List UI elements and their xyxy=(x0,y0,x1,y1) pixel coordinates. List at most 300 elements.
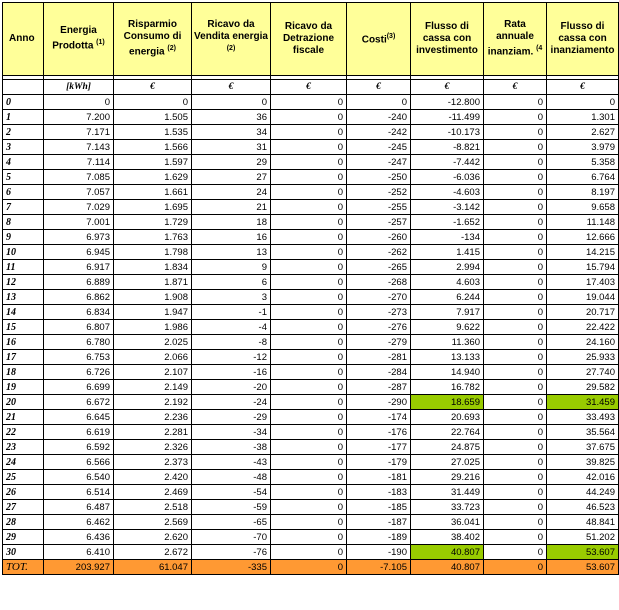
col-header-ricavo-vendita[interactable]: Ricavo da Vendita energia $^{(2)}$ xyxy=(192,3,271,76)
value-cell[interactable]: -255 xyxy=(347,200,411,215)
year-cell[interactable]: 20 xyxy=(3,395,44,410)
value-cell[interactable]: 0 xyxy=(271,200,347,215)
value-cell[interactable]: 36.041 xyxy=(411,515,484,530)
value-cell[interactable]: -245 xyxy=(347,140,411,155)
value-cell[interactable]: 29 xyxy=(192,155,271,170)
value-cell[interactable]: 0 xyxy=(484,110,547,125)
unit-cell[interactable]: € xyxy=(547,80,619,95)
col-header-flusso-investimento[interactable]: Flusso di cassa con investimento xyxy=(411,3,484,76)
value-cell[interactable]: 21 xyxy=(192,200,271,215)
value-cell[interactable]: 2.627 xyxy=(547,125,619,140)
value-cell[interactable]: -273 xyxy=(347,305,411,320)
value-cell[interactable]: 14.215 xyxy=(547,245,619,260)
year-cell[interactable]: 23 xyxy=(3,440,44,455)
value-cell[interactable]: 16 xyxy=(192,230,271,245)
col-header-rata-annuale[interactable]: Rata annuale inanziam. $^{(4}$ xyxy=(484,3,547,76)
value-cell[interactable]: 29.216 xyxy=(411,470,484,485)
value-cell[interactable]: 7.917 xyxy=(411,305,484,320)
value-cell[interactable]: 0 xyxy=(271,125,347,140)
year-cell[interactable]: 1 xyxy=(3,110,44,125)
value-cell[interactable]: 6.566 xyxy=(44,455,114,470)
value-cell[interactable]: 1.695 xyxy=(114,200,192,215)
value-cell[interactable]: 6.699 xyxy=(44,380,114,395)
value-cell[interactable]: 0 xyxy=(271,170,347,185)
value-cell[interactable]: 0 xyxy=(271,335,347,350)
value-cell[interactable]: 13 xyxy=(192,245,271,260)
value-cell[interactable]: 22.422 xyxy=(547,320,619,335)
value-cell[interactable]: 0 xyxy=(271,275,347,290)
value-cell[interactable]: 1.947 xyxy=(114,305,192,320)
value-cell[interactable]: 1.908 xyxy=(114,290,192,305)
value-cell[interactable]: 0 xyxy=(484,455,547,470)
value-cell[interactable]: 0 xyxy=(271,95,347,110)
value-cell[interactable]: 0 xyxy=(271,470,347,485)
value-cell[interactable]: 6.514 xyxy=(44,485,114,500)
value-cell[interactable]: 2.373 xyxy=(114,455,192,470)
value-cell[interactable]: 1.535 xyxy=(114,125,192,140)
value-cell[interactable]: 6.945 xyxy=(44,245,114,260)
value-cell[interactable]: -12 xyxy=(192,350,271,365)
value-cell[interactable]: -1 xyxy=(192,305,271,320)
value-cell[interactable]: 0 xyxy=(271,485,347,500)
year-cell[interactable]: 7 xyxy=(3,200,44,215)
value-cell[interactable]: 2.620 xyxy=(114,530,192,545)
value-cell[interactable]: 203.927 xyxy=(44,560,114,575)
value-cell[interactable]: 11.360 xyxy=(411,335,484,350)
value-cell[interactable]: 7.057 xyxy=(44,185,114,200)
value-cell[interactable]: 2.107 xyxy=(114,365,192,380)
value-cell[interactable]: 6.780 xyxy=(44,335,114,350)
year-cell[interactable]: 17 xyxy=(3,350,44,365)
value-cell[interactable]: 7.143 xyxy=(44,140,114,155)
value-cell[interactable]: -250 xyxy=(347,170,411,185)
value-cell[interactable]: 0 xyxy=(271,230,347,245)
value-cell[interactable]: 12.666 xyxy=(547,230,619,245)
value-cell[interactable]: -48 xyxy=(192,470,271,485)
unit-cell[interactable]: € xyxy=(411,80,484,95)
value-cell[interactable]: -1.652 xyxy=(411,215,484,230)
value-cell[interactable]: 6.834 xyxy=(44,305,114,320)
value-cell[interactable]: 0 xyxy=(484,425,547,440)
value-cell[interactable]: -262 xyxy=(347,245,411,260)
value-cell[interactable]: 24.160 xyxy=(547,335,619,350)
value-cell[interactable]: 2.326 xyxy=(114,440,192,455)
year-cell[interactable]: 29 xyxy=(3,530,44,545)
value-cell[interactable]: 0 xyxy=(271,515,347,530)
value-cell[interactable]: 24.875 xyxy=(411,440,484,455)
value-cell[interactable]: -177 xyxy=(347,440,411,455)
value-cell[interactable]: 0 xyxy=(114,95,192,110)
value-cell[interactable]: -65 xyxy=(192,515,271,530)
value-cell[interactable]: 1.763 xyxy=(114,230,192,245)
value-cell[interactable]: -260 xyxy=(347,230,411,245)
value-cell[interactable]: -34 xyxy=(192,425,271,440)
value-cell[interactable]: 4.603 xyxy=(411,275,484,290)
year-cell[interactable]: TOT. xyxy=(3,560,44,575)
value-cell[interactable]: -279 xyxy=(347,335,411,350)
value-cell[interactable]: 0 xyxy=(271,440,347,455)
col-header-risparmio-consumo[interactable]: Risparmio Consumo di energia $^{(2)}$ xyxy=(114,3,192,76)
value-cell[interactable]: 25.933 xyxy=(547,350,619,365)
year-cell[interactable]: 26 xyxy=(3,485,44,500)
value-cell[interactable]: 0 xyxy=(484,380,547,395)
value-cell[interactable]: 0 xyxy=(484,530,547,545)
value-cell[interactable]: -16 xyxy=(192,365,271,380)
value-cell[interactable]: -7.442 xyxy=(411,155,484,170)
year-cell[interactable]: 15 xyxy=(3,320,44,335)
year-cell[interactable]: 9 xyxy=(3,230,44,245)
value-cell[interactable]: 1.834 xyxy=(114,260,192,275)
value-cell[interactable]: 0 xyxy=(484,395,547,410)
value-cell[interactable]: 11.148 xyxy=(547,215,619,230)
value-cell[interactable]: 0 xyxy=(271,350,347,365)
value-cell[interactable]: 53.607 xyxy=(547,545,619,560)
value-cell[interactable]: -59 xyxy=(192,500,271,515)
value-cell[interactable]: 2.518 xyxy=(114,500,192,515)
value-cell[interactable]: 40.807 xyxy=(411,560,484,575)
value-cell[interactable]: 0 xyxy=(271,290,347,305)
value-cell[interactable]: 17.403 xyxy=(547,275,619,290)
unit-cell[interactable]: [kWh] xyxy=(44,80,114,95)
value-cell[interactable]: 0 xyxy=(484,560,547,575)
value-cell[interactable]: 0 xyxy=(484,185,547,200)
value-cell[interactable]: 0 xyxy=(484,470,547,485)
value-cell[interactable]: 18.659 xyxy=(411,395,484,410)
value-cell[interactable]: -4 xyxy=(192,320,271,335)
value-cell[interactable]: -179 xyxy=(347,455,411,470)
year-cell[interactable]: 10 xyxy=(3,245,44,260)
value-cell[interactable]: 38.402 xyxy=(411,530,484,545)
year-cell[interactable]: 8 xyxy=(3,215,44,230)
value-cell[interactable]: 19.044 xyxy=(547,290,619,305)
year-cell[interactable]: 21 xyxy=(3,410,44,425)
col-header-costi[interactable]: Costi$^{(3)}$ xyxy=(347,3,411,76)
value-cell[interactable]: -134 xyxy=(411,230,484,245)
value-cell[interactable]: 22.764 xyxy=(411,425,484,440)
value-cell[interactable]: -11.499 xyxy=(411,110,484,125)
value-cell[interactable]: -181 xyxy=(347,470,411,485)
value-cell[interactable]: 6.726 xyxy=(44,365,114,380)
value-cell[interactable]: 6.540 xyxy=(44,470,114,485)
value-cell[interactable]: -38 xyxy=(192,440,271,455)
value-cell[interactable]: 6.917 xyxy=(44,260,114,275)
value-cell[interactable]: 0 xyxy=(484,350,547,365)
value-cell[interactable]: 0 xyxy=(44,95,114,110)
value-cell[interactable]: 1.415 xyxy=(411,245,484,260)
value-cell[interactable]: 7.029 xyxy=(44,200,114,215)
col-header-flusso-finanziamento[interactable]: Flusso di cassa con inanziamento xyxy=(547,3,619,76)
value-cell[interactable]: 48.841 xyxy=(547,515,619,530)
value-cell[interactable]: -24 xyxy=(192,395,271,410)
value-cell[interactable]: 0 xyxy=(484,290,547,305)
value-cell[interactable]: 0 xyxy=(271,155,347,170)
value-cell[interactable]: 39.825 xyxy=(547,455,619,470)
year-cell[interactable]: 11 xyxy=(3,260,44,275)
value-cell[interactable]: 0 xyxy=(484,335,547,350)
value-cell[interactable]: 0 xyxy=(347,95,411,110)
year-cell[interactable]: 30 xyxy=(3,545,44,560)
col-header-ricavo-detrazione[interactable]: Ricavo da Detrazione fiscale xyxy=(271,3,347,76)
value-cell[interactable]: 0 xyxy=(484,200,547,215)
value-cell[interactable]: 40.807 xyxy=(411,545,484,560)
value-cell[interactable]: 0 xyxy=(271,305,347,320)
value-cell[interactable]: -242 xyxy=(347,125,411,140)
value-cell[interactable]: -335 xyxy=(192,560,271,575)
value-cell[interactable]: -281 xyxy=(347,350,411,365)
value-cell[interactable]: 0 xyxy=(271,245,347,260)
value-cell[interactable]: -183 xyxy=(347,485,411,500)
value-cell[interactable]: 0 xyxy=(271,185,347,200)
value-cell[interactable]: 24 xyxy=(192,185,271,200)
year-cell[interactable]: 18 xyxy=(3,365,44,380)
value-cell[interactable]: -10.173 xyxy=(411,125,484,140)
value-cell[interactable]: 6.672 xyxy=(44,395,114,410)
value-cell[interactable]: 0 xyxy=(484,305,547,320)
value-cell[interactable]: 2.569 xyxy=(114,515,192,530)
value-cell[interactable]: 0 xyxy=(484,95,547,110)
col-header-anno[interactable]: Anno xyxy=(3,3,44,76)
value-cell[interactable]: 2.066 xyxy=(114,350,192,365)
value-cell[interactable]: 0 xyxy=(484,545,547,560)
value-cell[interactable]: 2.149 xyxy=(114,380,192,395)
value-cell[interactable]: -190 xyxy=(347,545,411,560)
value-cell[interactable]: 7.085 xyxy=(44,170,114,185)
value-cell[interactable]: 53.607 xyxy=(547,560,619,575)
value-cell[interactable]: -265 xyxy=(347,260,411,275)
value-cell[interactable]: 0 xyxy=(484,260,547,275)
value-cell[interactable]: 0 xyxy=(484,485,547,500)
value-cell[interactable]: 0 xyxy=(271,215,347,230)
value-cell[interactable]: 0 xyxy=(271,560,347,575)
value-cell[interactable]: -189 xyxy=(347,530,411,545)
value-cell[interactable]: 0 xyxy=(271,260,347,275)
value-cell[interactable]: 0 xyxy=(271,365,347,380)
value-cell[interactable]: 35.564 xyxy=(547,425,619,440)
value-cell[interactable]: 0 xyxy=(271,455,347,470)
value-cell[interactable]: 0 xyxy=(484,155,547,170)
value-cell[interactable]: 6.462 xyxy=(44,515,114,530)
unit-cell[interactable]: € xyxy=(347,80,411,95)
value-cell[interactable]: 0 xyxy=(484,515,547,530)
value-cell[interactable]: -187 xyxy=(347,515,411,530)
value-cell[interactable]: 0 xyxy=(271,500,347,515)
year-cell[interactable]: 0 xyxy=(3,95,44,110)
year-cell[interactable]: 19 xyxy=(3,380,44,395)
value-cell[interactable]: 6.862 xyxy=(44,290,114,305)
value-cell[interactable]: 0 xyxy=(484,275,547,290)
value-cell[interactable]: 9.622 xyxy=(411,320,484,335)
value-cell[interactable]: 7.114 xyxy=(44,155,114,170)
value-cell[interactable]: 0 xyxy=(271,530,347,545)
value-cell[interactable]: 37.675 xyxy=(547,440,619,455)
value-cell[interactable]: 1.871 xyxy=(114,275,192,290)
value-cell[interactable]: 6.807 xyxy=(44,320,114,335)
value-cell[interactable]: -20 xyxy=(192,380,271,395)
value-cell[interactable]: 6.410 xyxy=(44,545,114,560)
value-cell[interactable]: 13.133 xyxy=(411,350,484,365)
value-cell[interactable]: -43 xyxy=(192,455,271,470)
value-cell[interactable]: 0 xyxy=(271,110,347,125)
value-cell[interactable]: 0 xyxy=(484,140,547,155)
value-cell[interactable]: 31.459 xyxy=(547,395,619,410)
value-cell[interactable]: 0 xyxy=(484,365,547,380)
value-cell[interactable]: 0 xyxy=(484,125,547,140)
value-cell[interactable]: 1.566 xyxy=(114,140,192,155)
year-cell[interactable]: 2 xyxy=(3,125,44,140)
value-cell[interactable]: 0 xyxy=(484,230,547,245)
value-cell[interactable]: 0 xyxy=(484,440,547,455)
value-cell[interactable]: 6.592 xyxy=(44,440,114,455)
value-cell[interactable]: 0 xyxy=(271,380,347,395)
value-cell[interactable]: 0 xyxy=(547,95,619,110)
value-cell[interactable]: 36 xyxy=(192,110,271,125)
value-cell[interactable]: 6.487 xyxy=(44,500,114,515)
value-cell[interactable]: 1.301 xyxy=(547,110,619,125)
year-cell[interactable]: 28 xyxy=(3,515,44,530)
value-cell[interactable]: 1.505 xyxy=(114,110,192,125)
value-cell[interactable]: 33.723 xyxy=(411,500,484,515)
value-cell[interactable]: 31 xyxy=(192,140,271,155)
value-cell[interactable]: -4.603 xyxy=(411,185,484,200)
year-cell[interactable]: 22 xyxy=(3,425,44,440)
value-cell[interactable]: 5.358 xyxy=(547,155,619,170)
value-cell[interactable]: -3.142 xyxy=(411,200,484,215)
value-cell[interactable]: 18 xyxy=(192,215,271,230)
col-header-energia-prodotta[interactable]: Energia Prodotta $^{(1)}$ xyxy=(44,3,114,76)
value-cell[interactable]: 0 xyxy=(271,320,347,335)
value-cell[interactable]: 6.753 xyxy=(44,350,114,365)
value-cell[interactable]: -174 xyxy=(347,410,411,425)
value-cell[interactable]: 20.717 xyxy=(547,305,619,320)
value-cell[interactable]: 3.979 xyxy=(547,140,619,155)
value-cell[interactable]: 6.764 xyxy=(547,170,619,185)
year-cell[interactable]: 13 xyxy=(3,290,44,305)
value-cell[interactable]: 42.016 xyxy=(547,470,619,485)
value-cell[interactable]: -8 xyxy=(192,335,271,350)
unit-cell[interactable] xyxy=(3,80,44,95)
year-cell[interactable]: 6 xyxy=(3,185,44,200)
value-cell[interactable]: -6.036 xyxy=(411,170,484,185)
value-cell[interactable]: -276 xyxy=(347,320,411,335)
value-cell[interactable]: 7.200 xyxy=(44,110,114,125)
value-cell[interactable]: 61.047 xyxy=(114,560,192,575)
value-cell[interactable]: 27 xyxy=(192,170,271,185)
year-cell[interactable]: 3 xyxy=(3,140,44,155)
value-cell[interactable]: 2.025 xyxy=(114,335,192,350)
value-cell[interactable]: 0 xyxy=(484,215,547,230)
year-cell[interactable]: 16 xyxy=(3,335,44,350)
value-cell[interactable]: 20.693 xyxy=(411,410,484,425)
value-cell[interactable]: 2.994 xyxy=(411,260,484,275)
value-cell[interactable]: 6.244 xyxy=(411,290,484,305)
value-cell[interactable]: -54 xyxy=(192,485,271,500)
value-cell[interactable]: 1.798 xyxy=(114,245,192,260)
value-cell[interactable]: 0 xyxy=(484,500,547,515)
value-cell[interactable]: 6.645 xyxy=(44,410,114,425)
value-cell[interactable]: 7.171 xyxy=(44,125,114,140)
unit-cell[interactable]: € xyxy=(114,80,192,95)
value-cell[interactable]: 0 xyxy=(192,95,271,110)
year-cell[interactable]: 14 xyxy=(3,305,44,320)
value-cell[interactable]: -287 xyxy=(347,380,411,395)
value-cell[interactable]: 27.740 xyxy=(547,365,619,380)
year-cell[interactable]: 27 xyxy=(3,500,44,515)
value-cell[interactable]: 6.973 xyxy=(44,230,114,245)
unit-cell[interactable]: € xyxy=(271,80,347,95)
value-cell[interactable]: 51.202 xyxy=(547,530,619,545)
value-cell[interactable]: -284 xyxy=(347,365,411,380)
year-cell[interactable]: 12 xyxy=(3,275,44,290)
value-cell[interactable]: -76 xyxy=(192,545,271,560)
unit-cell[interactable]: € xyxy=(192,80,271,95)
value-cell[interactable]: 1.629 xyxy=(114,170,192,185)
value-cell[interactable]: 0 xyxy=(484,410,547,425)
value-cell[interactable]: -12.800 xyxy=(411,95,484,110)
year-cell[interactable]: 5 xyxy=(3,170,44,185)
value-cell[interactable]: 2.672 xyxy=(114,545,192,560)
value-cell[interactable]: 1.661 xyxy=(114,185,192,200)
value-cell[interactable]: 31.449 xyxy=(411,485,484,500)
value-cell[interactable]: 1.729 xyxy=(114,215,192,230)
value-cell[interactable]: 0 xyxy=(271,545,347,560)
value-cell[interactable]: -176 xyxy=(347,425,411,440)
value-cell[interactable]: 1.986 xyxy=(114,320,192,335)
value-cell[interactable]: 34 xyxy=(192,125,271,140)
value-cell[interactable]: 9 xyxy=(192,260,271,275)
value-cell[interactable]: -270 xyxy=(347,290,411,305)
value-cell[interactable]: -70 xyxy=(192,530,271,545)
value-cell[interactable]: 0 xyxy=(271,425,347,440)
value-cell[interactable]: -268 xyxy=(347,275,411,290)
value-cell[interactable]: 3 xyxy=(192,290,271,305)
value-cell[interactable]: 2.281 xyxy=(114,425,192,440)
value-cell[interactable]: 0 xyxy=(271,395,347,410)
year-cell[interactable]: 24 xyxy=(3,455,44,470)
value-cell[interactable]: 9.658 xyxy=(547,200,619,215)
unit-cell[interactable]: € xyxy=(484,80,547,95)
value-cell[interactable]: 2.420 xyxy=(114,470,192,485)
value-cell[interactable]: 2.469 xyxy=(114,485,192,500)
value-cell[interactable]: 6.889 xyxy=(44,275,114,290)
value-cell[interactable]: 15.794 xyxy=(547,260,619,275)
value-cell[interactable]: 2.192 xyxy=(114,395,192,410)
value-cell[interactable]: 2.236 xyxy=(114,410,192,425)
value-cell[interactable]: -290 xyxy=(347,395,411,410)
value-cell[interactable]: 0 xyxy=(271,140,347,155)
value-cell[interactable]: 46.523 xyxy=(547,500,619,515)
value-cell[interactable]: 1.597 xyxy=(114,155,192,170)
value-cell[interactable]: 6.619 xyxy=(44,425,114,440)
year-cell[interactable]: 4 xyxy=(3,155,44,170)
value-cell[interactable]: 0 xyxy=(271,410,347,425)
value-cell[interactable]: -240 xyxy=(347,110,411,125)
value-cell[interactable]: 29.582 xyxy=(547,380,619,395)
value-cell[interactable]: 0 xyxy=(484,245,547,260)
value-cell[interactable]: -252 xyxy=(347,185,411,200)
value-cell[interactable]: -257 xyxy=(347,215,411,230)
value-cell[interactable]: -247 xyxy=(347,155,411,170)
value-cell[interactable]: 6.436 xyxy=(44,530,114,545)
value-cell[interactable]: -7.105 xyxy=(347,560,411,575)
value-cell[interactable]: 8.197 xyxy=(547,185,619,200)
value-cell[interactable]: 7.001 xyxy=(44,215,114,230)
value-cell[interactable]: 6 xyxy=(192,275,271,290)
value-cell[interactable]: -185 xyxy=(347,500,411,515)
value-cell[interactable]: 14.940 xyxy=(411,365,484,380)
value-cell[interactable]: 0 xyxy=(484,170,547,185)
value-cell[interactable]: -8.821 xyxy=(411,140,484,155)
value-cell[interactable]: 16.782 xyxy=(411,380,484,395)
